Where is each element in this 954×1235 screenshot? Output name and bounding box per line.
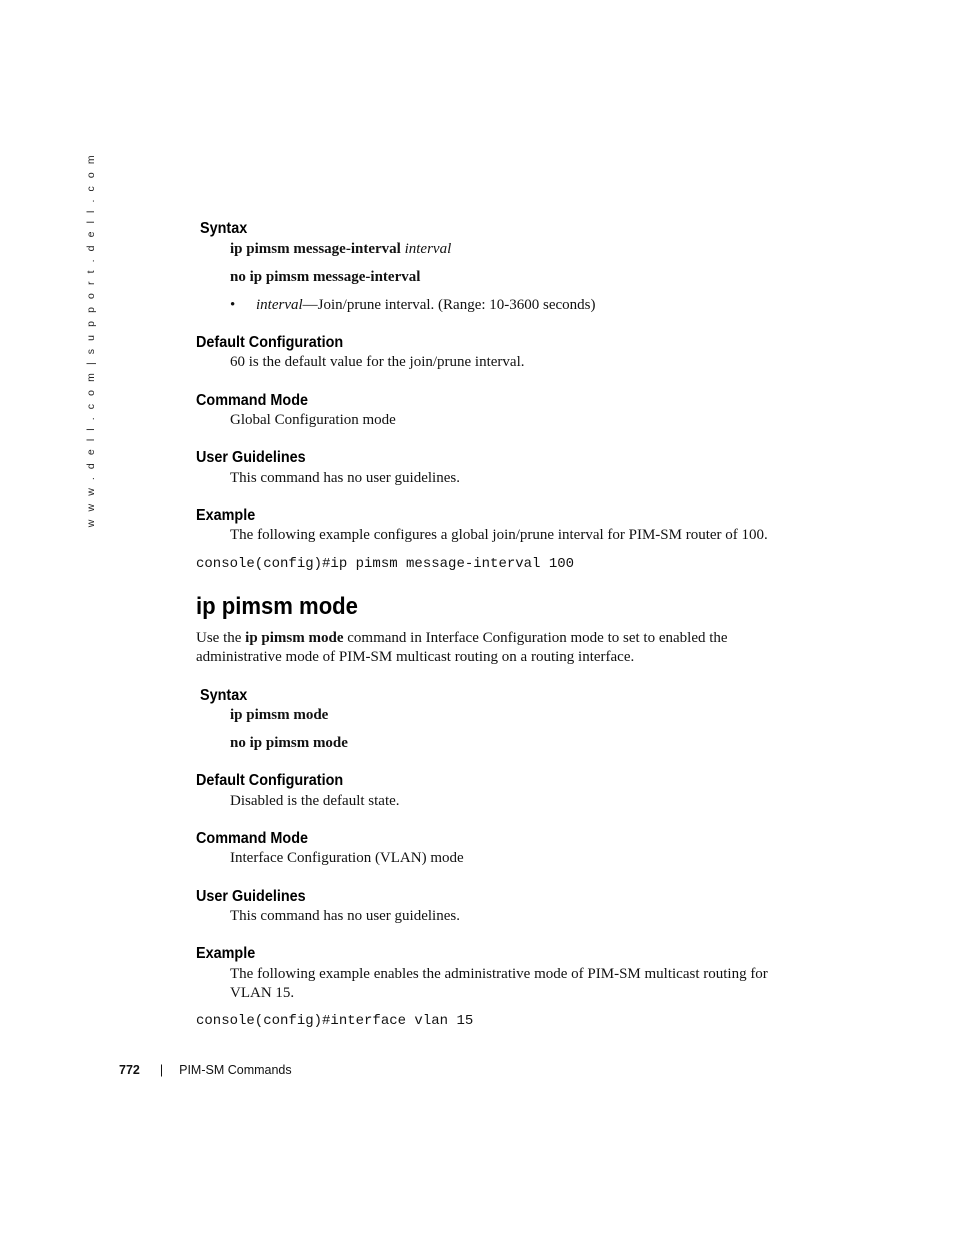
bullet-dot: • [230, 297, 236, 313]
side-url-banner [71, 152, 111, 528]
example-code: console(config)#ip pimsm message-interval 100 [196, 556, 575, 572]
bullet-param: interval [256, 297, 303, 313]
page-number: 772 [119, 1063, 140, 1077]
command-mode-text: Global Configuration mode [230, 412, 396, 428]
example-text-2: The following example enables the administrative mode of PIM-SM multicast routing for VLAN 15. [230, 966, 768, 1001]
syntax-no-command [230, 268, 810, 287]
page-footer [119, 1062, 292, 1078]
syntax-heading-2: Syntax [200, 687, 248, 704]
default-config-text-2: Disabled is the default state. [230, 793, 400, 809]
syntax-command-2 [230, 706, 810, 725]
user-guidelines-heading: User Guidelines [196, 449, 306, 466]
command-title: ip pimsm mode [196, 593, 358, 620]
syntax-command [230, 240, 810, 259]
intro-pre: Use the [196, 630, 246, 646]
command-mode-text-2: Interface Configuration (VLAN) mode [230, 850, 464, 866]
example-code-2: console(config)#interface vlan 15 [196, 1013, 474, 1029]
command-mode-heading-2: Command Mode [196, 830, 309, 847]
syntax-no-command-text: no ip pimsm message-interval [230, 269, 421, 285]
syntax-no-command-2 [230, 734, 810, 753]
command-mode-heading: Command Mode [196, 392, 309, 409]
syntax-command-main: ip pimsm message-interval [230, 241, 401, 257]
user-guidelines-heading-2: User Guidelines [196, 888, 306, 905]
example-heading-2: Example [196, 945, 256, 962]
intro-command: ip pimsm mode [245, 630, 344, 646]
syntax-no-command-2-text: no ip pimsm mode [230, 735, 348, 751]
chapter-title: PIM-SM Commands [179, 1063, 292, 1077]
default-config-text: 60 is the default value for the join/prune interval. [230, 354, 525, 370]
syntax-command-param: interval [404, 241, 452, 257]
syntax-heading: Syntax [200, 220, 248, 237]
footer-separator: | [159, 1063, 164, 1077]
command-intro [196, 629, 796, 667]
intro-post: command in Interface Configuration mode to set to enabled the administrative mode of PIM-SM multicast routing on a routing interface. [196, 630, 728, 665]
user-guidelines-text: This command has no user guidelines. [230, 470, 460, 486]
example-heading: Example [196, 507, 256, 524]
bullet-text: —Join/prune interval. (Range: 10-3600 seconds) [302, 297, 596, 313]
user-guidelines-text-2: This command has no user guidelines. [230, 908, 460, 924]
syntax-command-2-text: ip pimsm mode [230, 707, 329, 723]
example-text: The following example configures a global join/prune interval for PIM-SM router of 100. [230, 527, 768, 543]
default-config-heading-2: Default Configuration [196, 772, 344, 789]
parameter-bullet [230, 296, 790, 315]
side-url-text: w w w . d e l l . c o m | s u p p o r t . d e l l . c o m [85, 152, 98, 528]
default-config-heading: Default Configuration [196, 334, 344, 351]
